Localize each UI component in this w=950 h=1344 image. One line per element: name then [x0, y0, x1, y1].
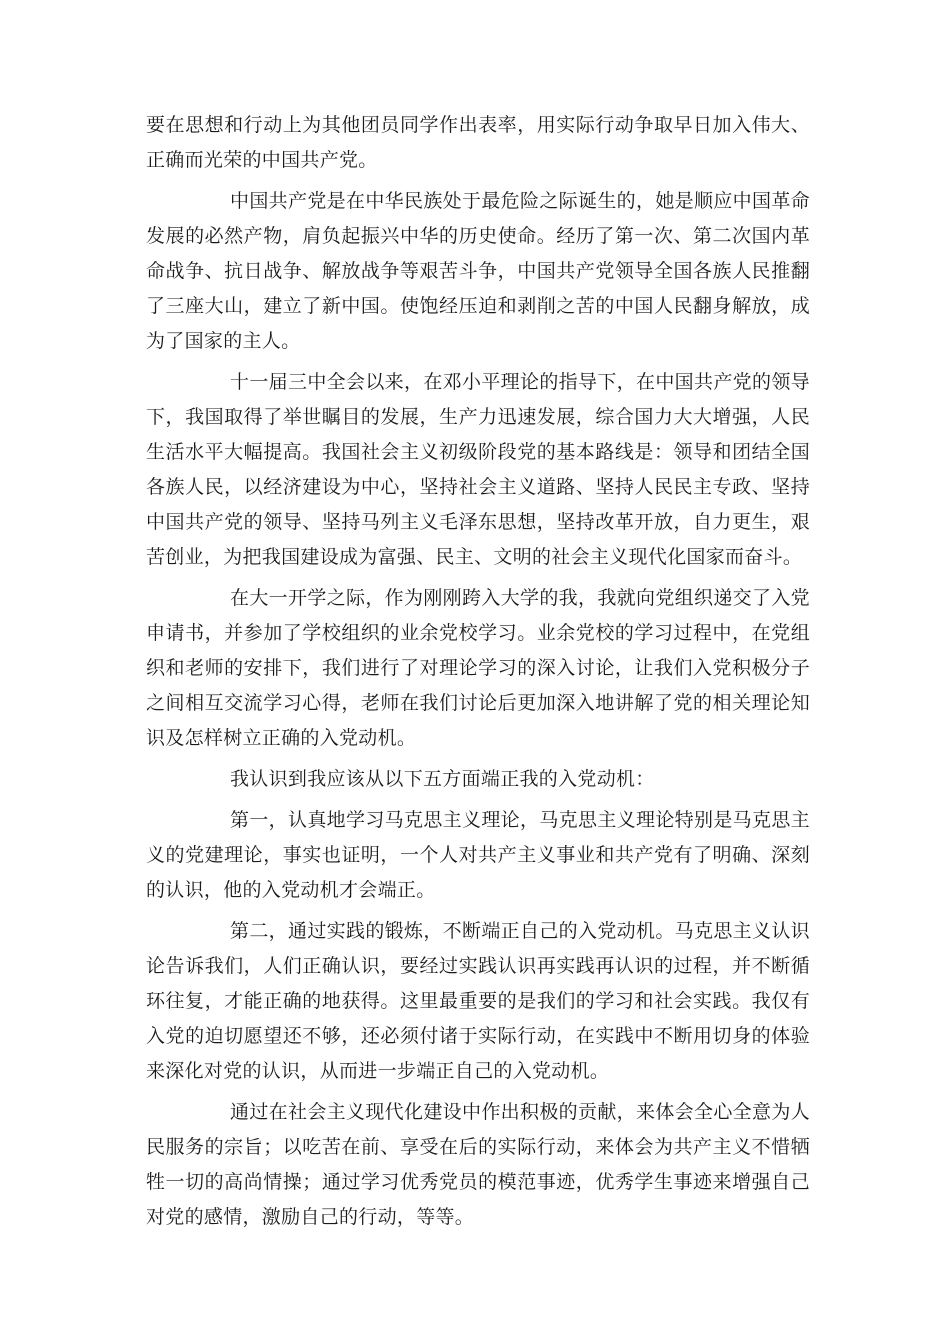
paragraph-3: 十一届三中全会以来，在邓小平理论的指导下，在中国共产党的领导下，我国取得了举世瞩目的发展，生产力迅速发展，综合国力大大增强，人民生活水平大幅提高。我国社会主义初级阶段党的基本路线是：领导和团结全国各族人民，以经济建设为中心，坚持社会主义道路、坚持人民民主专政、坚持中国共产党的领导、坚持马列主义毛泽东思想，坚持改革开放，自力更生，艰苦创业，为把我国建设成为富强、民主、文明的社会主义现代化国家而奋斗。 [146, 371, 810, 568]
paragraph-1: 要在思想和行动上为其他团员同学作出表率，用实际行动争取早日加入伟大、正确而光荣的中国共产党。 [146, 114, 810, 171]
paragraph-4: 在大一开学之际，作为刚刚跨入大学的我，我就向党组织递交了入党申请书，并参加了学校组织的业余党校学习。业余党校的学习过程中，在党组织和老师的安排下，我们进行了对理论学习的深入讨论，让我们入党积极分子之间相互交流学习心得，老师在我们讨论后更加深入地讲解了党的相关理论知识及怎样树立正确的入党动机。 [146, 587, 810, 749]
paragraph-8: 通过在社会主义现代化建设中作出积极的贡献，来体会全心全意为人民服务的宗旨；以吃苦在前、享受在后的实际行动，来体会为共产主义不惜牺牲一切的高尚情操；通过学习优秀党员的模范事迹，优秀学生事迹来增强自己对党的感情，激励自己的行动，等等。 [146, 1101, 810, 1228]
paragraph-2: 中国共产党是在中华民族处于最危险之际诞生的，她是顺应中国革命发展的必然产物，肩负起振兴中华的历史使命。经历了第一次、第二次国内革命战争、抗日战争、解放战争等艰苦斗争，中国共产党领导全国各族人民推翻了三座大山，建立了新中国。使饱经压迫和剥削之苦的中国人民翻身解放，成为了国家的主人。 [146, 190, 810, 352]
document-body [146, 108, 810, 1241]
paragraph-7: 第二，通过实践的锻炼，不断端正自己的入党动机。马克思主义认识论告诉我们，人们正确认识，要经过实践认识再实践再认识的过程，并不断循环往复，才能正确的地获得。这里最重要的是我们的学习和社会实践。我仅有入党的迫切愿望还不够，还必须付诸于实际行动，在实践中不断用切身的体验来深化对党的认识，从而进一步端正自己的入党动机。 [146, 920, 810, 1082]
paragraph-5: 我认识到我应该从以下五方面端正我的入党动机： [230, 768, 655, 790]
paragraph-6: 第一，认真地学习马克思主义理论，马克思主义理论特别是马克思主义的党建理论，事实也证明，一个人对共产主义事业和共产党有了明确、深刻的认识，他的入党动机才会端正。 [146, 809, 810, 901]
